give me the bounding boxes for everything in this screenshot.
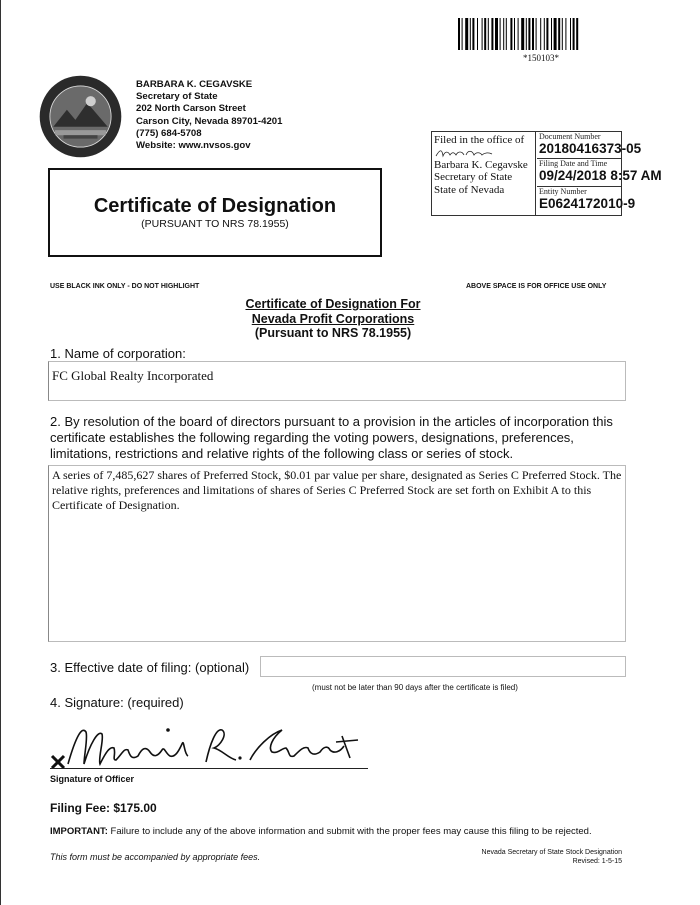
effective-date-label: 3. Effective date of filing: (optional): [50, 660, 250, 675]
signature-label: 4. Signature: (required): [50, 695, 184, 710]
filing-date: 09/24/2018 8:57 AM: [539, 168, 662, 183]
form-revision-block: [440, 849, 622, 866]
barcode-image: [458, 18, 624, 50]
fees-notice: This form must be accompanied by appropriate fees.: [50, 852, 261, 862]
filing-date-cell: [537, 159, 662, 187]
office-use-notice: ABOVE SPACE IS FOR OFFICE USE ONLY: [466, 283, 607, 290]
form-heading-line: (Pursuant to NRS 78.1955): [254, 326, 412, 340]
signature-line: [50, 768, 368, 769]
important-text: Failure to include any of the above information and submit with the proper fees may cause this filing to be rejected.: [110, 826, 592, 837]
filing-stamp-table: [431, 131, 662, 216]
corporation-name-value: FC Global Realty Incorporated: [52, 368, 214, 383]
filing-numbers-cell: [537, 132, 662, 215]
page-left-border: [0, 0, 1, 905]
filing-office-cell: [432, 132, 536, 215]
ink-notice: USE BLACK INK ONLY - DO NOT HIGHLIGHT: [50, 283, 200, 290]
document-number-label: Document Number: [539, 132, 601, 141]
form-revised: Revised: 1-5-15: [572, 857, 622, 865]
important-label: IMPORTANT:: [50, 826, 108, 837]
filing-fee: Filing Fee: $175.00: [50, 801, 157, 815]
form-heading-line: Nevada Profit Corporations: [251, 311, 415, 326]
barcode-number: *150103*: [523, 53, 559, 63]
resolution-label: 2. By resolution of the board of directors pursuant to a provision in the articles of incorporation this certificate establishes the following regarding the voting powers, designations, preferences, limitations, restrictions and relative rights of the following class or series of stock.: [50, 414, 613, 461]
certificate-title: Certificate of Designation: [93, 195, 337, 217]
signer-name: Barbara K. Cegavske: [434, 158, 528, 171]
filing-date-label: Filing Date and Time: [539, 159, 608, 168]
document-number: 20180416373-05: [539, 141, 642, 156]
state-seal-icon: [38, 74, 123, 159]
signature-officer-label: Signature of Officer: [50, 774, 135, 784]
effective-date-field[interactable]: [260, 656, 626, 677]
entity-number-cell: [537, 187, 636, 215]
signer-state: State of Nevada: [434, 183, 505, 196]
form-heading-line: Certificate of Designation For: [245, 297, 421, 311]
resolution-value: A series of 7,485,627 shares of Preferred Stock, $0.01 par value per share, designated as Series C Preferred Stock. The relative rights, preferences and limitations of shares of Series C Preferred Stock are set forth on Exhibit A to this Certificate of Designation.: [52, 468, 622, 512]
certificate-subtitle: (PURSUANT TO NRS 78.1955): [141, 218, 289, 230]
agency-line: Carson City, Nevada 89701-4201: [136, 115, 283, 127]
signer-title: Secretary of State: [434, 171, 513, 184]
document-number-cell: [537, 132, 642, 159]
filed-line: Filed in the office of: [434, 134, 525, 146]
corporation-name-field[interactable]: [48, 361, 626, 401]
important-notice: [50, 826, 592, 837]
agency-line: Website: www.nvsos.gov: [136, 140, 251, 152]
entity-number-label: Entity Number: [539, 187, 587, 196]
agency-address-block: [136, 79, 282, 152]
entity-number: E0624172010-9: [539, 196, 636, 211]
agency-line: Secretary of State: [136, 91, 218, 103]
officer-signature-image[interactable]: [50, 718, 380, 770]
agency-line: (775) 684-5708: [136, 127, 202, 139]
agency-line: BARBARA K. CEGAVSKE: [136, 79, 253, 90]
secretary-signature-image: [434, 147, 494, 159]
resolution-field[interactable]: [48, 465, 626, 642]
agency-line: 202 North Carson Street: [136, 103, 246, 115]
form-name: Nevada Secretary of State Stock Designation: [481, 849, 622, 856]
form-heading: [200, 297, 466, 341]
effective-date-note: (must not be later than 90 days after the certificate is filed): [312, 683, 518, 692]
corporation-name-label: 1. Name of corporation:: [50, 346, 186, 361]
